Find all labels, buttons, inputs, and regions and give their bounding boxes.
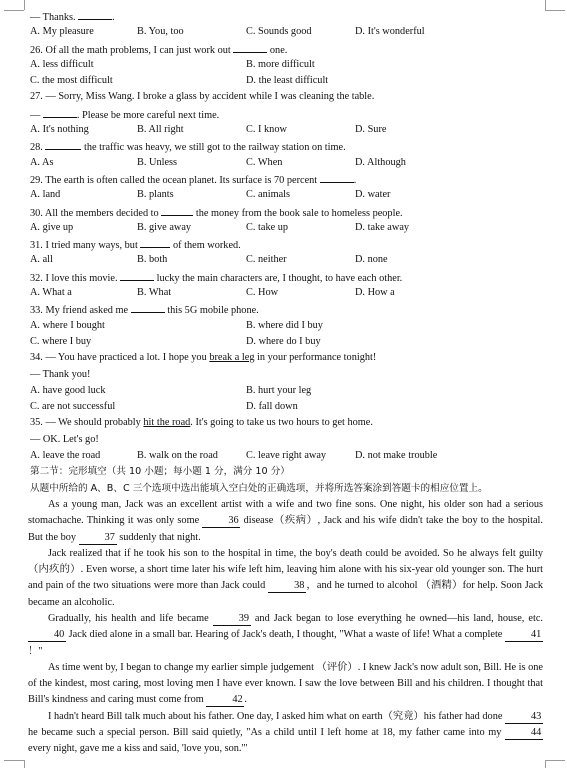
p1-text: As a young man, Jack was an excellent artist with a wife and two fine sons. One night, his older son had a serious stomachache. Thinking it was only some bbox=[28, 498, 543, 527]
option-b[interactable]: B. where did I buy bbox=[246, 319, 323, 331]
q25-text-end: . bbox=[112, 12, 115, 23]
q25-text: — Thanks. bbox=[30, 12, 79, 23]
crop-mark-bottom-left-h bbox=[4, 760, 24, 761]
cloze-blank-41: 41 bbox=[505, 629, 543, 642]
q30-options bbox=[28, 220, 543, 236]
q26-options-row2 bbox=[28, 73, 543, 89]
answer-blank bbox=[161, 204, 193, 216]
question-35-line2: — OK. Let's go! bbox=[30, 433, 99, 445]
q29-stem: 29. The earth is often called the ocean planet. Its surface is 70 percent bbox=[30, 174, 320, 186]
option-b[interactable]: B. What bbox=[137, 287, 172, 299]
q33-stem-end: this 5G mobile phone. bbox=[164, 305, 259, 317]
cloze-blank-43: 43 bbox=[505, 711, 543, 724]
q31-stem: 31. I tried many ways, but bbox=[30, 240, 141, 252]
q31-options bbox=[28, 252, 543, 268]
q28-options bbox=[28, 155, 543, 171]
p4-text: As time went by, I began to change my earlier simple judgement （评价）. I knew Jack's now adult son, Bill. He is one of the kindest, most caring, most loving men I have ever known. I saw the love between Bill and his children. I thought that Bill's kindness and caring must come from bbox=[28, 661, 543, 706]
answer-blank bbox=[120, 269, 154, 281]
cloze-blank-40: 40 bbox=[28, 629, 66, 642]
option-b[interactable]: B. walk on the road bbox=[137, 450, 218, 462]
option-c[interactable]: C. take up bbox=[246, 221, 289, 233]
cloze-blank-37: 37 bbox=[79, 532, 117, 545]
question-26 bbox=[28, 41, 543, 57]
option-c[interactable]: C. the most difficult bbox=[30, 75, 113, 87]
option-d[interactable]: D. Sure bbox=[355, 124, 387, 136]
p2-text-2: ，and he turned to alcohol （酒精）for help. Soon Jack became an alcoholic. bbox=[28, 580, 543, 608]
option-d[interactable]: D. take away bbox=[355, 221, 410, 233]
option-b[interactable]: B. give away bbox=[137, 221, 192, 233]
question-27-line1: 27. — Sorry, Miss Wang. I broke a glass by accident while I was cleaning the table. bbox=[30, 91, 375, 103]
option-b[interactable]: B. All right bbox=[137, 124, 184, 136]
option-b[interactable]: B. plants bbox=[137, 189, 174, 201]
q29-stem-end: . bbox=[353, 174, 357, 186]
answer-blank bbox=[43, 106, 77, 118]
option-a[interactable]: A. land bbox=[30, 189, 61, 201]
crop-mark-top-left-h bbox=[4, 10, 24, 11]
q30-stem: 30. All the members decided to bbox=[30, 207, 162, 219]
q27-options bbox=[28, 122, 543, 138]
p1-text-2: disease（疾病）, Jack and his wife didn't take the boy to the hospital. But the boy bbox=[28, 515, 543, 543]
question-25-tail bbox=[28, 8, 543, 24]
passage-paragraph-2 bbox=[28, 546, 543, 611]
option-c[interactable]: C. leave right away bbox=[246, 450, 327, 462]
option-c[interactable]: C. where I buy bbox=[30, 335, 92, 347]
q27-line2-text: . Please be more careful next time. bbox=[76, 109, 220, 121]
p3-text-4: ！" bbox=[28, 645, 43, 657]
option-d[interactable]: D. not make trouble bbox=[355, 450, 438, 462]
question-28 bbox=[28, 138, 543, 154]
passage-paragraph-1 bbox=[28, 497, 543, 546]
option-c[interactable]: C. I know bbox=[246, 124, 287, 136]
option-c[interactable]: C. neither bbox=[246, 254, 287, 266]
p3-text-2: and Jack began to lose everything he owned—his land, house, etc. bbox=[250, 612, 543, 624]
exam-page bbox=[28, 8, 543, 758]
option-a[interactable]: A. less difficult bbox=[30, 58, 94, 70]
option-d[interactable]: D. It's wonderful bbox=[355, 26, 425, 38]
q29-options bbox=[28, 187, 543, 203]
answer-blank bbox=[233, 41, 267, 53]
option-a[interactable]: A. where I bought bbox=[30, 319, 105, 331]
option-d[interactable]: D. How a bbox=[355, 287, 395, 299]
q32-stem: 32. I love this movie. bbox=[30, 272, 121, 284]
question-35-line1 bbox=[28, 415, 543, 431]
q34-options-row1 bbox=[28, 383, 543, 399]
p5-text: I hadn't heard Bill talk much about his father. One day, I asked him what on earth（究竟）his father had done bbox=[48, 710, 505, 722]
option-d[interactable]: D. none bbox=[355, 254, 388, 266]
q26-stem: 26. Of all the math problems, I can just work out bbox=[30, 44, 234, 56]
p3-text-3: Jack died alone in a small bar. Hearing of Jack's death, I thought, "What a waste of life! What a complete bbox=[66, 629, 505, 641]
q32-options bbox=[28, 285, 543, 301]
q35-stem-end: . It's going to take us two hours to get home. bbox=[190, 417, 373, 429]
cloze-blank-44: 44 bbox=[505, 727, 543, 740]
crop-mark-bottom-right-h bbox=[545, 760, 565, 761]
option-a[interactable]: A. It's nothing bbox=[30, 124, 89, 136]
q34-options-row2 bbox=[28, 399, 543, 415]
option-a[interactable]: A. leave the road bbox=[30, 450, 101, 462]
option-b[interactable]: B. Unless bbox=[137, 156, 178, 168]
passage-paragraph-5 bbox=[28, 709, 543, 758]
question-29 bbox=[28, 171, 543, 187]
option-a[interactable]: A. have good luck bbox=[30, 384, 106, 396]
answer-blank bbox=[320, 171, 354, 183]
option-c[interactable]: C. animals bbox=[246, 189, 291, 201]
p1-text-3: suddenly that night. bbox=[116, 531, 201, 543]
cloze-blank-38: 38 bbox=[268, 580, 306, 593]
option-d[interactable]: D. the least difficult bbox=[246, 75, 329, 87]
p5-text-2: he became such a special person. Bill said quietly, "As a child until I left home at 18, my father came into my bbox=[28, 727, 505, 739]
option-b[interactable]: B. hurt your leg bbox=[246, 384, 312, 396]
option-c[interactable]: C. are not successful bbox=[30, 401, 116, 413]
option-d[interactable]: D. where do I buy bbox=[246, 335, 321, 347]
crop-mark-bottom-right-v bbox=[545, 760, 546, 768]
question-34-line2: — Thank you! bbox=[30, 368, 91, 380]
p4-text-2: . bbox=[244, 694, 247, 706]
q33-options-row1 bbox=[28, 318, 543, 334]
p2-text: Jack realized that if he took his son to the hospital in time, the boy's death could be avoided. So he always felt guilty （内疚的）. Even worse, a short time later his wife left him, leaving him alone with his six-year old younger son. The hurt and pain of the two situations were more than Jack could bbox=[28, 547, 543, 592]
q27-dash: — bbox=[30, 109, 43, 121]
crop-mark-top-right-h bbox=[545, 10, 565, 11]
q28-stem: the traffic was heavy, we still got to the railway station on time. bbox=[81, 142, 346, 154]
option-b[interactable]: B. more difficult bbox=[246, 58, 315, 70]
passage-paragraph-3 bbox=[28, 611, 543, 660]
section-title: 第二节：完形填空（共 10 小题；每小题 1 分，满分 10 分） bbox=[30, 466, 290, 478]
option-b[interactable]: B. You, too bbox=[137, 26, 184, 38]
q34-stem-end: in your performance tonight! bbox=[254, 352, 377, 364]
option-c[interactable]: C. Sounds good bbox=[246, 26, 312, 38]
option-a[interactable]: A. My pleasure bbox=[30, 26, 94, 38]
option-a[interactable]: A. give up bbox=[30, 221, 74, 233]
q25-options bbox=[28, 24, 543, 40]
cloze-blank-42: 42 bbox=[206, 694, 244, 707]
question-34-line1 bbox=[28, 350, 543, 366]
q33-options-row2 bbox=[28, 334, 543, 350]
option-d[interactable]: D. water bbox=[355, 189, 391, 201]
question-32 bbox=[28, 269, 543, 285]
q34-underlined-phrase: break a leg bbox=[209, 352, 255, 364]
q26-stem-end: one. bbox=[267, 44, 288, 56]
option-a[interactable]: A. all bbox=[30, 254, 53, 266]
option-d[interactable]: D. Although bbox=[355, 156, 406, 168]
option-d[interactable]: D. fall down bbox=[246, 401, 298, 413]
cloze-blank-36: 36 bbox=[202, 515, 240, 528]
question-33 bbox=[28, 301, 543, 317]
option-b[interactable]: B. both bbox=[137, 254, 168, 266]
q35-options bbox=[28, 448, 543, 464]
q35-stem: 35. — We should probably bbox=[30, 417, 144, 429]
crop-mark-top-right-v bbox=[545, 0, 546, 10]
q32-stem-end: lucky the main characters are, I thought, to have each other. bbox=[154, 272, 403, 284]
q30-stem-end: the money from the book sale to homeless people. bbox=[193, 207, 403, 219]
p3-text: Gradually, his health and life became bbox=[48, 612, 213, 624]
crop-mark-bottom-left-v bbox=[24, 760, 25, 768]
question-30 bbox=[28, 204, 543, 220]
passage-paragraph-4 bbox=[28, 660, 543, 709]
q33-stem: 33. My friend asked me bbox=[30, 305, 131, 317]
question-31 bbox=[28, 236, 543, 252]
answer-blank bbox=[131, 301, 165, 313]
option-c[interactable]: C. How bbox=[246, 287, 279, 299]
answer-blank bbox=[78, 8, 112, 20]
option-c[interactable]: C. When bbox=[246, 156, 283, 168]
q34-stem: 34. — You have practiced a lot. I hope you bbox=[30, 352, 210, 364]
option-a[interactable]: A. As bbox=[30, 156, 54, 168]
question-27-line2 bbox=[28, 106, 543, 122]
q35-underlined-phrase: hit the road bbox=[143, 417, 191, 429]
q28-number: 28. bbox=[30, 142, 46, 154]
option-a[interactable]: A. What a bbox=[30, 287, 72, 299]
p5-text-3: every night, gave me a kiss and said, 'love you, son.'" bbox=[28, 743, 248, 755]
q26-options-row1 bbox=[28, 57, 543, 73]
crop-mark-top-left-v bbox=[24, 0, 25, 10]
section-instruction: 从题中所给的 A、B、C 三个选项中选出能填入空白处的正确选项，并将所选答案涂到答题卡的相应位置上。 bbox=[30, 482, 488, 494]
cloze-blank-39: 39 bbox=[213, 613, 251, 626]
answer-blank bbox=[45, 138, 81, 150]
q31-stem-end: of them worked. bbox=[170, 240, 241, 252]
answer-blank bbox=[140, 236, 170, 248]
